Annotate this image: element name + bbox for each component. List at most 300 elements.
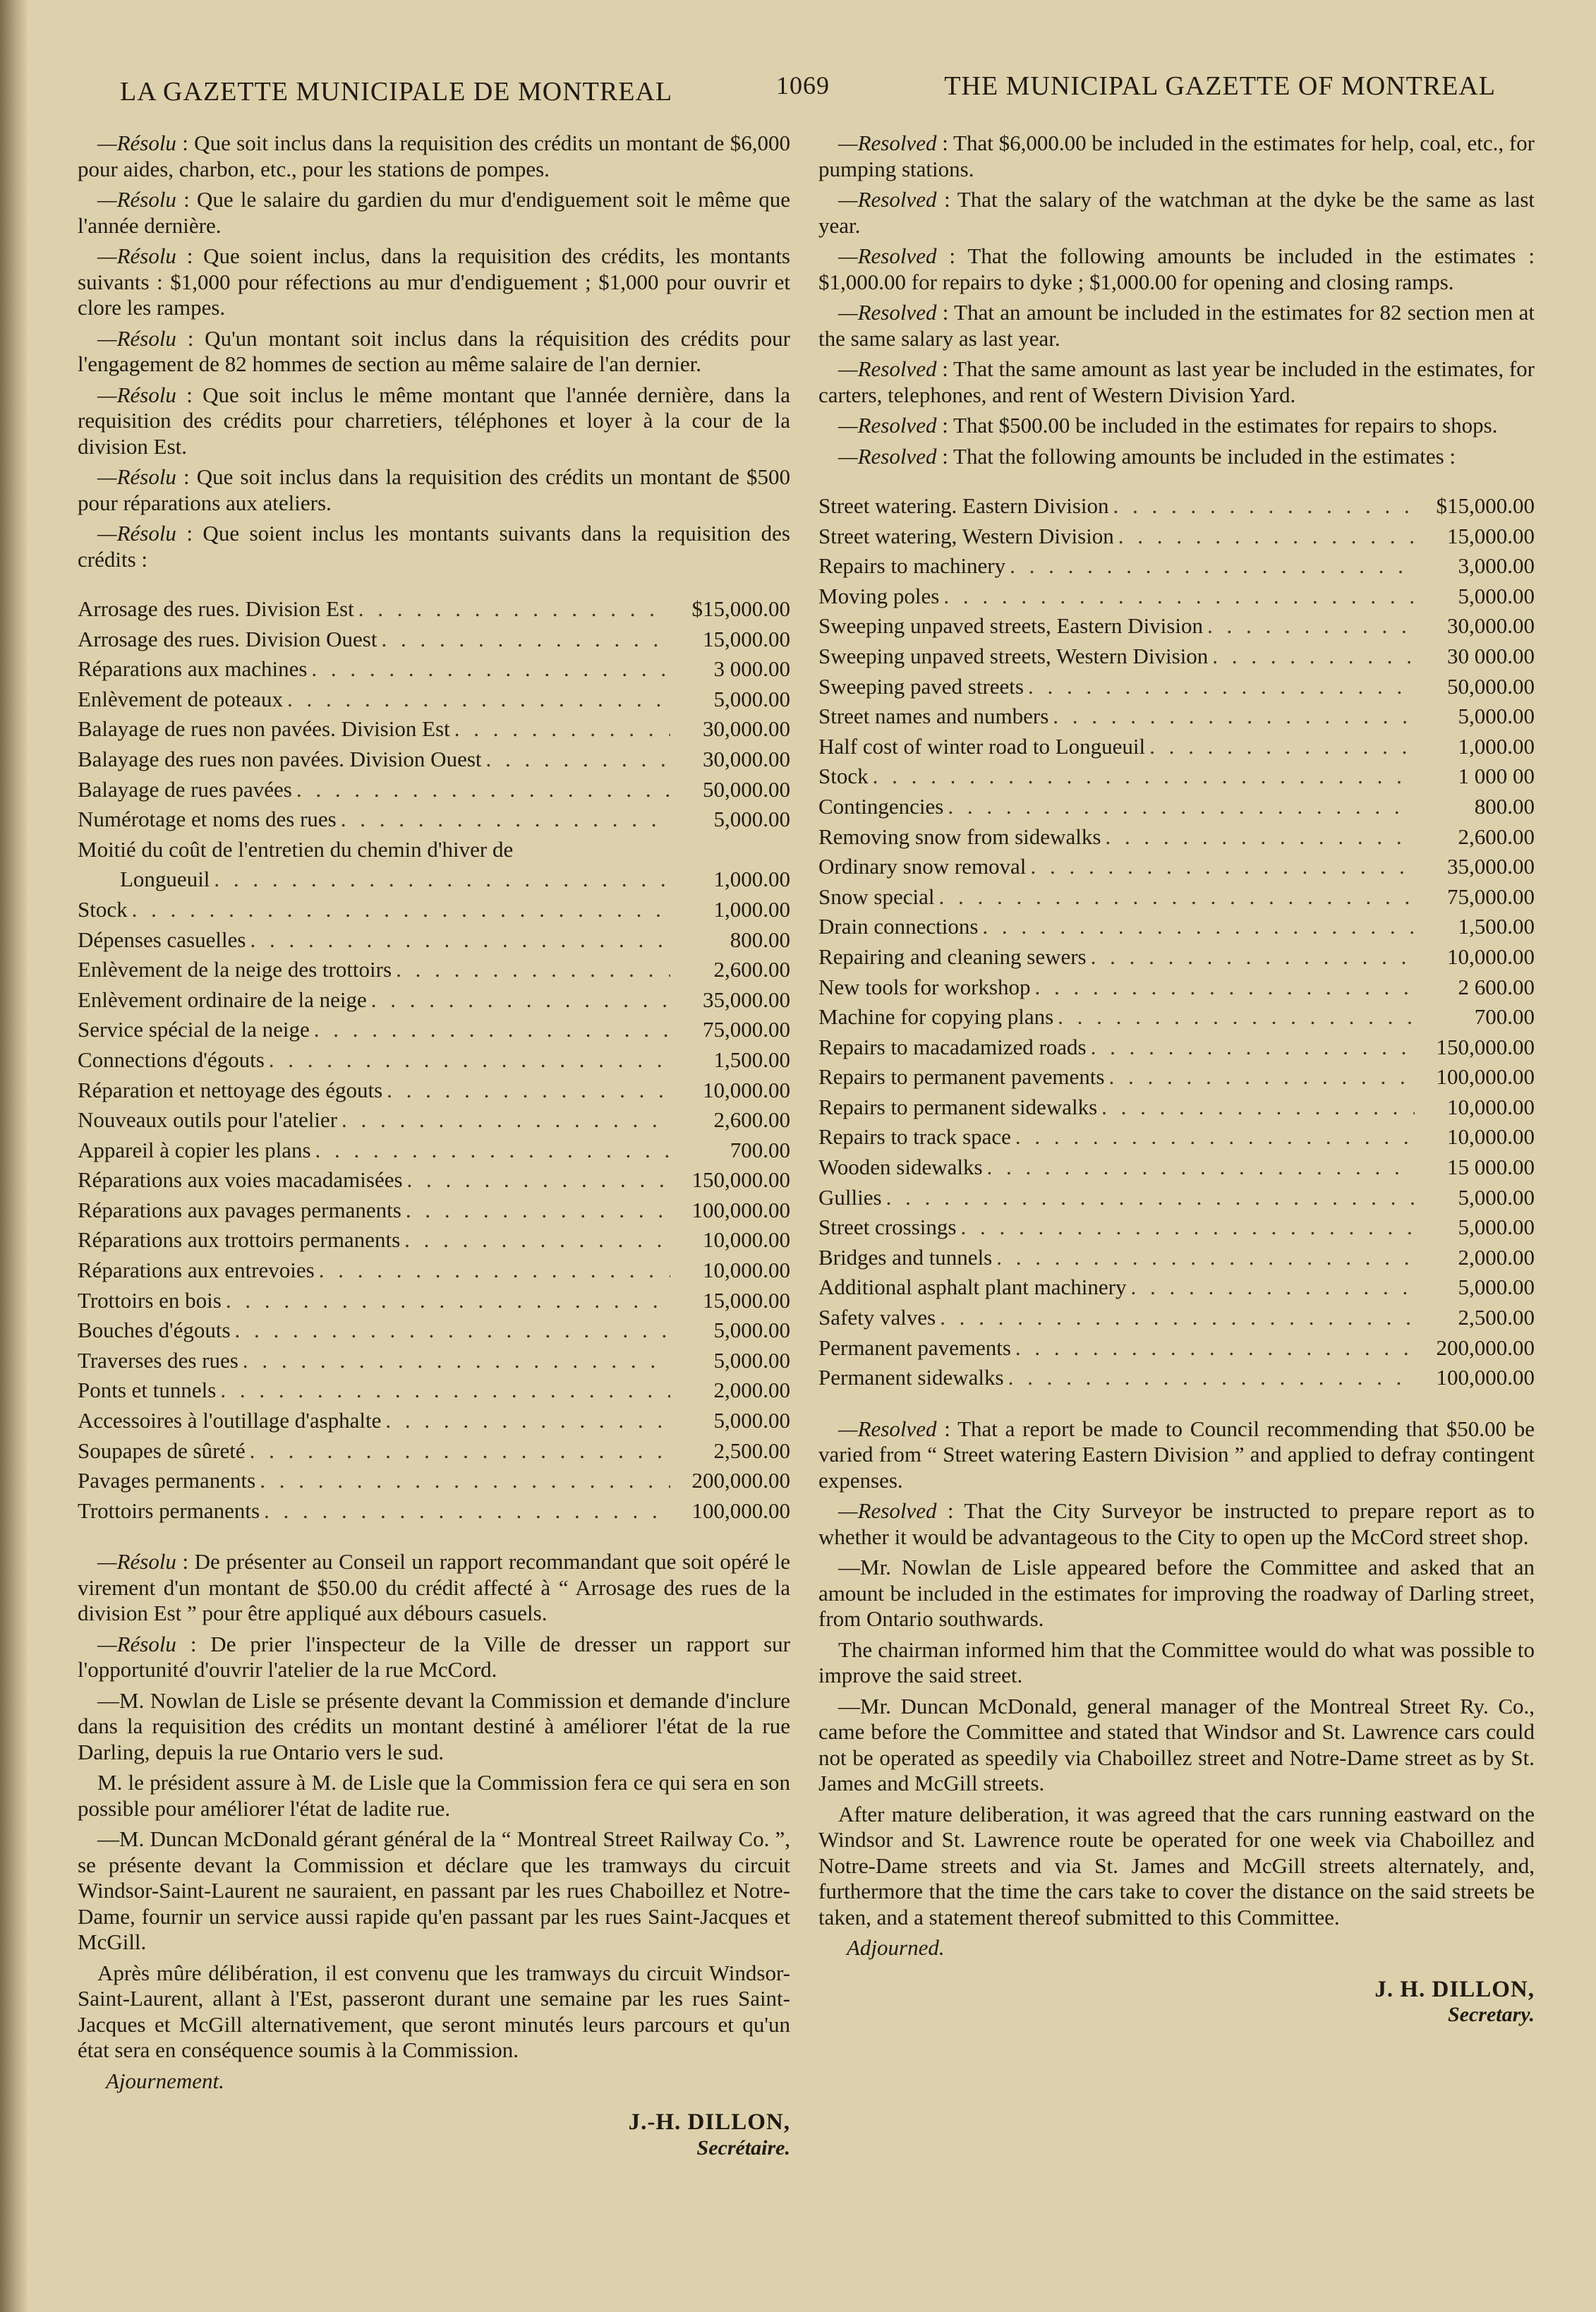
estimate-amount: 15,000.00 [1447,523,1535,548]
dot-leader [1015,1335,1415,1361]
french-estimate-row [78,807,790,837]
estimate-label: Moitié du coût de l'entretien du chemin d'hiver de [78,836,514,862]
estimate-amount: 2 600.00 [1458,974,1535,999]
dot-leader [385,1408,670,1434]
paragraph-text: : Qu'un montant soit inclus dans la réquisition des crédits pour l'engagement de 82 hommes de section au même salaire de l'an dernier. [78,325,790,376]
estimate-label: Sweeping paved streets [818,673,1024,699]
english-paragraph [818,187,1535,239]
page-number: 1069 [776,71,830,100]
english-column [818,131,1535,2028]
dot-leader [1113,493,1415,519]
resolution-tag: —Resolved [838,300,937,325]
french-estimate-row [78,1107,790,1138]
english-estimate-row [818,524,1535,554]
dot-leader [358,596,670,622]
resolution-tag: —Résolu [97,1549,176,1575]
estimate-amount: 2,600.00 [1458,824,1535,849]
estimate-label: Contingencies [818,793,944,819]
dot-leader [943,584,1415,610]
english-paragraph [818,1802,1535,1931]
estimate-label: Repairs to macadamized roads [818,1034,1087,1059]
estimate-label: Additional asphalt plant machinery [818,1275,1127,1300]
estimate-amount: 50,000.00 [703,776,790,802]
resolution-tag: —Résolu [97,464,176,489]
english-estimate-row [818,1305,1535,1335]
paragraph-text: : That the following amounts be included in the estimates : [936,443,1456,469]
estimate-label: Repairs to machinery [818,553,1006,579]
french-paragraph [78,1770,790,1822]
paragraph-text: —Mr. Nowlan de Lisle appeared before the Committee and asked that an amount be included in the estimates for improving the roadway of Darling street, from Ontario southwards. [818,1555,1535,1632]
estimate-amount: 2,600.00 [713,1107,790,1133]
english-estimate-row [818,854,1535,884]
estimate-label: Half cost of winter road to Longueuil [818,733,1146,759]
dot-leader [132,897,670,923]
french-estimate-row [78,1438,790,1469]
resolution-tag: —Resolved [838,243,937,268]
estimate-amount: 10,000.00 [1447,1094,1535,1119]
french-estimate-row [78,987,790,1018]
dot-leader [404,1227,670,1253]
estimate-label: Street watering, Western Division [818,523,1114,548]
estimate-label: Sweeping unpaved streets, Western Division [818,643,1209,668]
french-signature: J.-H. DILLON, [628,2109,790,2136]
french-estimate-row [78,1198,790,1228]
estimate-amount: 5,000.00 [1458,1215,1535,1240]
dot-leader [341,807,670,833]
dot-leader [886,1185,1415,1211]
english-paragraph [818,1555,1535,1632]
estimate-label: Wooden sidewalks [818,1155,983,1180]
english-estimates-list [818,493,1535,1395]
french-estimate-row [78,777,790,807]
estimate-amount: 30 000.00 [1447,643,1535,668]
french-title: LA GAZETTE MUNICIPALE DE MONTREAL [120,77,673,107]
estimate-label: Trottoirs permanents [78,1498,260,1523]
dot-leader [314,1017,670,1043]
estimate-label: Dépenses casuelles [78,927,246,952]
estimate-label: Machine for copying plans [818,1004,1054,1030]
paragraph-text: M. le président assure à M. de Lisle que la Commission fera ce qui sera en son possible pour améliorer l'état de ladite rue. [78,1770,790,1821]
paragraph-text: After mature deliberation, it was agreed that the cars running eastward on the Windsor and St. Lawrence route be operated for one week via Chaboillez and Notre-Dame streets and via St. James and McGill streets alternately, and, furthermore that the time the cars take to cover the distance on the said streets be taken, and a statement thereof submitted to this Committee. [818,1801,1535,1929]
estimate-label: Bridges and tunnels [818,1244,993,1270]
estimate-label: Repairs to track space [818,1124,1011,1150]
dot-leader [1118,524,1415,550]
resolution-tag: —Resolved [838,356,937,381]
estimate-amount: 1 000 00 [1458,764,1535,789]
paragraph-text: The chairman informed him that the Committee would do what was possible to improve the said street. [818,1637,1535,1688]
dot-leader [1015,1124,1415,1150]
english-estimate-row [818,975,1535,1005]
estimate-amount: 1,000.00 [1458,733,1535,759]
english-estimate-row [818,613,1535,644]
estimate-amount: 700.00 [1474,1004,1535,1030]
english-paragraph [818,1694,1535,1797]
dot-leader [982,914,1415,940]
paragraph-text: : That the salary of the watchman at the dyke be the same as last year. [818,187,1535,238]
paragraph-text: : Que soient inclus les montants suivants dans la requisition des crédits : [78,521,790,572]
english-estimate-row [818,644,1535,674]
dot-leader [264,1498,670,1524]
estimate-label: Nouveaux outils pour l'atelier [78,1107,338,1133]
french-estimate-row [78,1378,790,1408]
french-estimate-row [78,1047,790,1078]
resolution-tag: —Resolved [838,1416,937,1441]
estimate-amount: 30,000.00 [703,746,790,771]
estimate-amount: 5,000.00 [1458,583,1535,608]
estimate-label: Permanent pavements [818,1335,1011,1360]
estimate-amount: 1,500.00 [713,1047,790,1072]
dot-leader [243,1348,670,1374]
english-estimate-row [818,493,1535,524]
english-paragraph [818,1416,1535,1494]
estimate-amount: 1,000.00 [713,867,790,892]
estimate-amount: 150,000.00 [1436,1034,1535,1059]
resolution-tag: —Résolu [97,187,176,212]
dot-leader [454,716,670,742]
english-estimate-row [818,884,1535,915]
english-paragraph [818,300,1535,351]
dot-leader [486,747,670,773]
english-estimate-row [818,1245,1535,1275]
english-estimate-row [818,1035,1535,1065]
estimate-amount: 35,000.00 [1447,854,1535,879]
french-estimate-row [78,656,790,687]
french-estimate-row [78,1348,790,1378]
estimate-label: Ponts et tunnels [78,1378,217,1403]
estimate-label: Street names and numbers [818,704,1049,729]
estimate-label: Stock [78,896,128,922]
estimate-label: Traverses des rues [78,1347,238,1373]
dot-leader [1207,613,1415,639]
estimate-label: Moving poles [818,583,940,608]
dot-leader [1130,1275,1415,1301]
estimate-amount: 5,000.00 [713,1408,790,1433]
english-estimate-row [818,584,1535,614]
french-estimate-row [78,1498,790,1529]
french-estimate-row [78,747,790,777]
estimate-label: Repairs to permanent pavements [818,1064,1105,1090]
estimate-label: Balayage de rues pavées [78,776,292,802]
resolution-tag: —Resolved [838,1498,937,1524]
french-estimate-row [78,716,790,747]
dot-leader [1105,824,1415,850]
french-estimate-row [78,1138,790,1168]
estimate-amount: 2,500.00 [1458,1305,1535,1330]
french-adjourned: Ajournement. [106,2068,224,2093]
dot-leader [1212,644,1415,670]
french-estimate-row [78,837,790,867]
estimate-amount: 100,000.00 [691,1498,790,1523]
resolution-tag: —Resolved [838,187,937,212]
english-estimate-row [818,1004,1535,1035]
estimate-label: Drain connections [818,914,979,939]
dot-leader [406,1198,670,1224]
estimate-label: Removing snow from sidewalks [818,824,1101,849]
estimate-label: Connections d'égouts [78,1047,265,1072]
dot-leader [260,1468,670,1494]
dot-leader [315,1138,670,1164]
dot-leader [226,1288,670,1314]
french-closing-minutes [78,1549,790,2064]
dot-leader [396,957,670,983]
english-estimate-row [818,1185,1535,1215]
estimate-amount: $15,000.00 [1436,493,1535,518]
resolution-tag: —Résolu [97,382,176,407]
french-paragraph [78,187,790,239]
english-estimate-row [818,914,1535,944]
french-estimate-row [78,687,790,717]
estimate-amount: 100,000.00 [1436,1365,1535,1390]
paragraph-text: : That the following amounts be included in the estimates : $1,000.00 for repairs to dyke ; $1,000.00 for opening and closing ramps. [818,243,1535,294]
french-paragraph [78,1961,790,2064]
estimate-label: Réparations aux pavages permanents [78,1197,401,1222]
estimate-amount: 5,000.00 [1458,1184,1535,1210]
estimate-amount: 100,000.00 [1436,1064,1535,1090]
french-estimate-row [78,1017,790,1047]
estimate-label: Réparations aux machines [78,656,308,682]
dot-leader [987,1155,1415,1181]
estimate-label: Arrosage des rues. Division Ouest [78,626,377,651]
french-paragraph [78,1826,790,1956]
french-estimate-row [78,867,790,897]
english-estimate-row [818,704,1535,734]
french-estimate-row [78,596,790,627]
estimate-amount: 15 000.00 [1447,1155,1535,1180]
estimate-amount: 5,000.00 [713,686,790,711]
english-estimate-row [818,674,1535,704]
estimate-amount: 5,000.00 [713,1318,790,1343]
dot-leader [1010,553,1415,579]
french-estimate-row [78,1288,790,1318]
english-estimate-row [818,1365,1535,1395]
resolution-tag: —Résolu [97,325,176,351]
dot-leader [387,1078,670,1104]
paragraph-text: : Que soit inclus le même montant que l'année dernière, dans la requisition des crédits pour charretiers, téléphones et loyer à la cour de la division Est. [78,382,790,459]
resolution-tag: —Résolu [97,243,176,268]
dot-leader [269,1047,670,1073]
french-estimate-row [78,1318,790,1348]
dot-leader [1030,854,1415,880]
french-paragraph [78,464,790,516]
estimate-amount: $15,000.00 [691,596,790,621]
dot-leader [873,764,1415,790]
english-estimate-row [818,1155,1535,1185]
estimate-label: Service spécial de la neige [78,1017,310,1042]
dot-leader [407,1167,670,1193]
english-estimate-row [818,1124,1535,1155]
estimate-amount: 30,000.00 [1447,613,1535,639]
dot-leader [250,927,670,953]
estimate-amount: 100,000.00 [691,1197,790,1222]
page-header [120,71,1496,113]
estimate-label: Street crossings [818,1215,957,1240]
english-closing-minutes [818,1416,1535,1931]
dot-leader [960,1215,1415,1241]
estimate-amount: 3 000.00 [713,656,790,682]
english-paragraph [818,1637,1535,1689]
dot-leader [1028,674,1415,700]
dot-leader [214,867,670,893]
dot-leader [250,1438,670,1464]
estimate-amount: 700.00 [730,1137,790,1162]
french-estimate-row [78,1258,790,1288]
french-paragraph [78,521,790,572]
estimate-label: Snow special [818,884,935,909]
dot-leader [1101,1095,1415,1121]
estimate-amount: 3,000.00 [1458,553,1535,579]
estimate-amount: 15,000.00 [703,626,790,651]
dot-leader [319,1258,670,1284]
estimate-amount: 200,000.00 [691,1468,790,1493]
estimate-label: Pavages permanents [78,1468,256,1493]
french-paragraph [78,326,790,378]
paragraph-text: —M. Duncan McDonald gérant général de la “ Montreal Street Railway Co. ”, se présente devant la Commission et déclare que les tramways du circuit Windsor-Saint-Laurent ne sauraient, en passant par les rues Chaboillez et Notre-Dame, fournir un service aussi rapide qu'en passant par les rues Saint-Jacques et McGill. [78,1826,790,1955]
french-estimate-row [78,1468,790,1498]
english-estimate-row [818,824,1535,855]
french-estimate-row [78,1408,790,1438]
estimate-amount: 10,000.00 [1447,944,1535,969]
paragraph-text: : That $500.00 be included in the estimates for repairs to shops. [936,413,1498,438]
english-estimate-row [818,944,1535,975]
estimate-amount: 1,000.00 [713,896,790,922]
dot-leader [1035,975,1415,1001]
english-estimate-row [818,794,1535,824]
estimate-label: Repairing and cleaning sewers [818,944,1087,969]
estimate-amount: 10,000.00 [1447,1124,1535,1150]
english-estimate-row [818,1215,1535,1245]
estimate-label: Accessoires à l'outillage d'asphalte [78,1408,382,1433]
estimate-label: Appareil à copier les plans [78,1137,311,1162]
estimate-label: Balayage des rues non pavées. Division Ouest [78,746,482,771]
estimate-amount: 800.00 [730,927,790,952]
estimate-label: Gullies [818,1184,882,1210]
estimate-amount: 200,000.00 [1436,1335,1535,1360]
paragraph-text: : That an amount be included in the estimates for 82 section men at the same salary as last year. [818,300,1535,351]
dot-leader [287,687,670,713]
paragraph-text: : Que le salaire du gardien du mur d'endiguement soit le même que l'année dernière. [78,187,790,238]
paragraph-text: : De présenter au Conseil un rapport recommandant que soit opéré le virement d'un montant de $50.00 du crédit affecté à “ Arrosage des rues de la division Est ” pour être appliqué aux débours casuels. [78,1549,790,1626]
estimate-amount: 2,600.00 [713,957,790,982]
estimate-amount: 800.00 [1474,793,1535,819]
estimate-label: Balayage de rues non pavées. Division Est [78,716,450,742]
paragraph-text: —M. Nowlan de Lisle se présente devant la Commission et demande d'inclure dans la requisition des crédits un montant destiné à améliorer l'état de la rue Darling, depuis la rue Ontario vers le sud. [78,1687,790,1764]
paragraph-text: : Que soient inclus, dans la requisition des crédits, les montants suivants : $1,000 pour réfections au mur d'endiguement ; $1,000 pour ouvrir et clore les rampes. [78,243,790,320]
estimate-label: Numérotage et noms des rues [78,807,337,832]
estimate-label: Soupapes de sûreté [78,1438,246,1463]
estimate-amount: 10,000.00 [703,1077,790,1102]
dot-leader [1008,1365,1415,1391]
estimate-amount: 15,000.00 [703,1287,790,1313]
estimate-label: Permanent sidewalks [818,1365,1004,1390]
paragraph-text: : Que soit inclus dans la requisition des crédits un montant de $500 pour réparations aux ateliers. [78,464,790,515]
english-paragraph [818,131,1535,182]
estimate-label: Réparations aux voies macadamisées [78,1167,403,1193]
dot-leader [938,884,1415,910]
estimate-amount: 75,000.00 [1447,884,1535,909]
estimate-label: Réparation et nettoyage des égouts [78,1077,383,1102]
resolution-tag: —Resolved [838,131,937,155]
dot-leader [948,794,1415,820]
french-signature-title: Secrétaire. [696,2136,790,2160]
estimate-label: Bouches d'égouts [78,1318,231,1343]
paragraph-text: : Que soit inclus dans la requisition des crédits un montant de $6,000 pour aides, charbon, etc., pour les stations de pompes. [78,131,790,181]
estimate-amount: 5,000.00 [1458,1275,1535,1300]
resolution-tag: —Résolu [97,521,176,546]
french-estimate-row [78,627,790,657]
dot-leader [220,1378,670,1404]
english-paragraph [818,243,1535,295]
estimate-label: Street watering. Eastern Division [818,493,1109,518]
dot-leader [1091,1035,1415,1061]
estimate-amount: 5,000.00 [713,1347,790,1373]
estimate-amount: 2,000.00 [713,1378,790,1403]
dot-leader [996,1245,1415,1271]
paragraph-text: : That the same amount as last year be included in the estimates, for carters, telephones, and rent of Western Division Yard. [818,356,1535,407]
dot-leader [311,656,670,682]
dot-leader [1053,704,1415,730]
estimate-amount: 10,000.00 [703,1258,790,1283]
estimate-label: Enlèvement ordinaire de la neige [78,987,367,1012]
estimate-label: Safety valves [818,1305,936,1330]
french-column [78,131,790,2161]
french-estimate-row [78,927,790,958]
english-signature-title: Secretary. [1447,2003,1535,2027]
french-paragraph [78,1549,790,1627]
french-estimate-row [78,1078,790,1108]
estimate-label: New tools for workshop [818,974,1031,999]
estimate-amount: 2,500.00 [713,1438,790,1463]
french-paragraph [78,383,790,460]
estimate-label: Enlèvement de la neige des trottoirs [78,957,392,982]
english-paragraph [818,413,1535,439]
english-estimate-row [818,1335,1535,1366]
dot-leader [235,1318,670,1344]
estimate-label: Trottoirs en bois [78,1287,222,1313]
estimate-label: Arrosage des rues. Division Est [78,596,354,621]
paragraph-text: : That a report be made to Council recommending that $50.00 be varied from “ Street watering Eastern Division ” and applied to defray contingent expenses. [818,1416,1535,1493]
english-estimate-row [818,1095,1535,1125]
estimate-label: Ordinary snow removal [818,854,1027,879]
estimate-amount: 5,000.00 [713,807,790,832]
estimate-amount: 150,000.00 [691,1167,790,1193]
french-paragraph [78,131,790,182]
english-signature: J. H. DILLON, [1374,1976,1535,2002]
french-estimate-row [78,1167,790,1198]
english-paragraph [818,444,1535,470]
paragraph-text: —Mr. Duncan McDonald, general manager of the Montreal Street Ry. Co., came before the Committee and stated that Windsor and St. Lawrence cars could not be operated as speedily via Chaboillez street and Notre-Dame street as by St. James and McGill streets. [818,1693,1535,1796]
resolution-tag: —Résolu [97,131,176,155]
french-estimate-row [78,957,790,987]
resolution-tag: —Resolved [838,413,937,438]
estimate-label: Longueuil [120,867,210,892]
paragraph-text: : That the City Surveyor be instructed to prepare report as to whether it would be advantageous to the City to open up the McCord street shop. [818,1498,1535,1549]
estimate-amount: 2,000.00 [1458,1244,1535,1270]
dot-leader [296,777,670,803]
english-paragraph [818,1498,1535,1550]
estimate-amount: 30,000.00 [703,716,790,742]
paragraph-text: Après mûre délibération, il est convenu que les tramways du circuit Windsor-Saint-Laurent, allant à l'Est, passeront durant une semaine par les rues Saint-Jacques et McGill alternativement, que seront minutés leurs parcours et qu'un état sera en conséquence soumis à la Commission. [78,1960,790,2063]
french-resolutions [78,131,790,572]
estimate-amount: 50,000.00 [1447,673,1535,699]
estimate-amount: 35,000.00 [703,987,790,1012]
english-estimate-row [818,553,1535,584]
english-paragraph [818,356,1535,408]
estimate-label: Stock [818,764,869,789]
estimate-amount: 5,000.00 [1458,704,1535,729]
dot-leader [371,987,670,1013]
english-resolutions [818,131,1535,469]
estimate-label: Repairs to permanent sidewalks [818,1094,1098,1119]
